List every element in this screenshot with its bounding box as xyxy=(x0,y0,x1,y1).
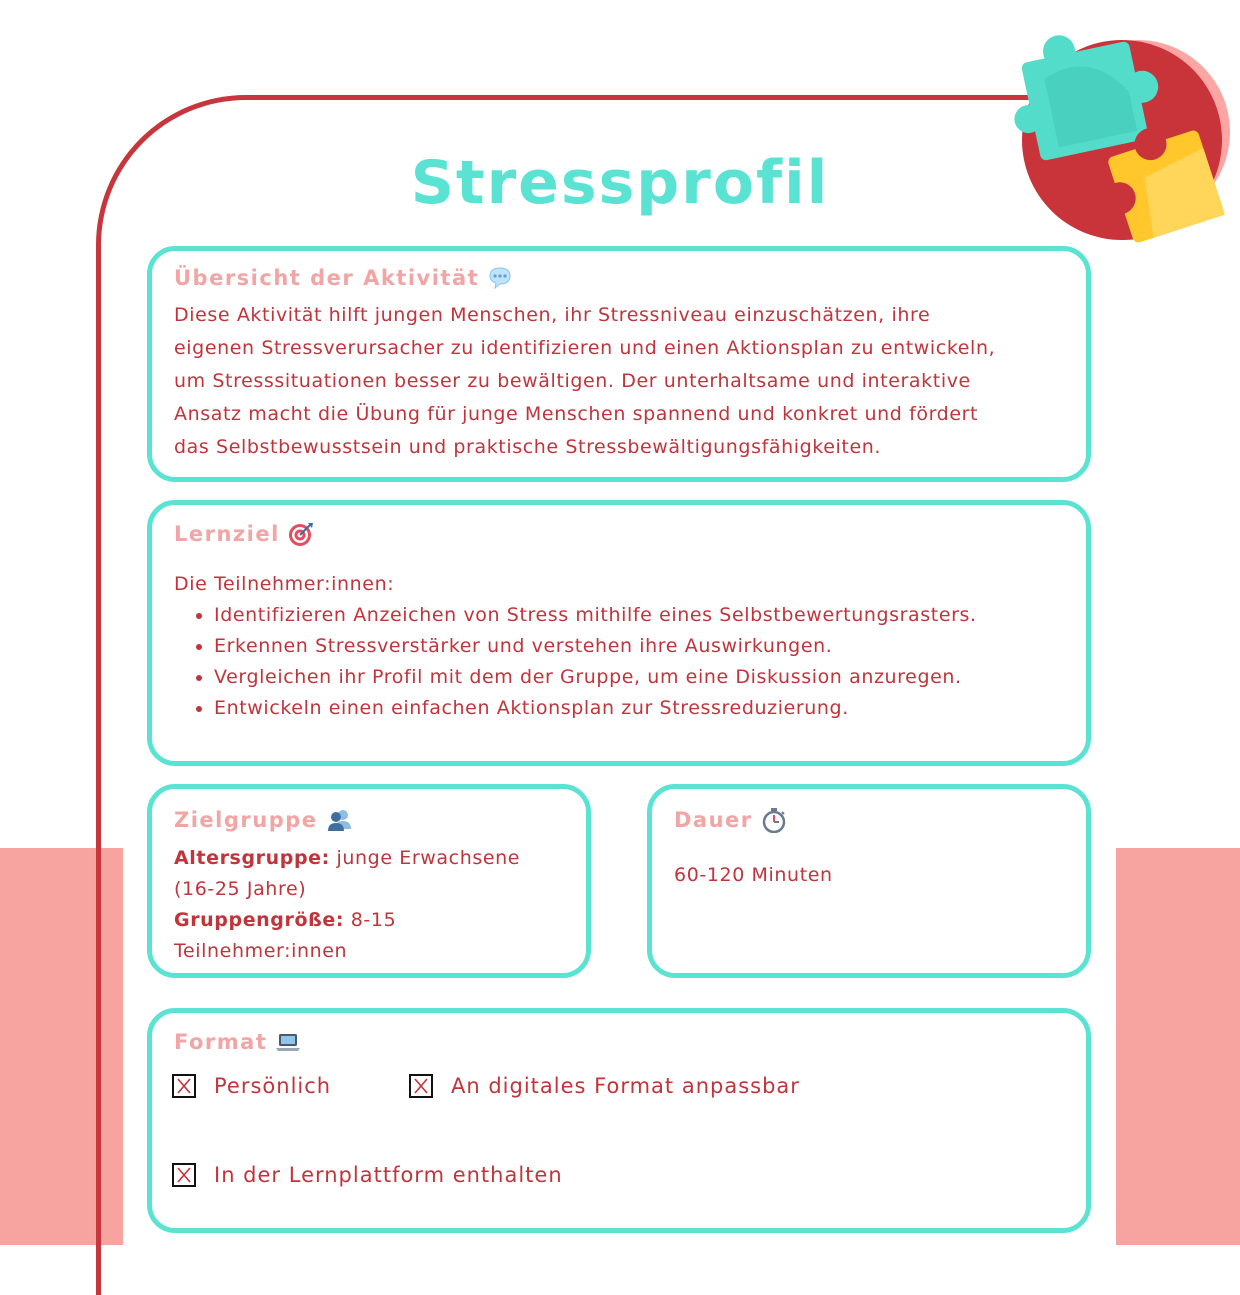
duration-value: 60-120 Minuten xyxy=(674,864,833,886)
format-option-label: An digitales Format anpassbar xyxy=(451,1074,800,1098)
learning-goal-item: • Vergleichen ihr Profil mit dem der Gruppe, um eine Diskussion anzuregen. xyxy=(214,662,1064,693)
duration-card xyxy=(647,784,1091,978)
target-group-heading-row xyxy=(174,807,564,833)
people-icon xyxy=(326,807,352,833)
group-size-unit: Teilnehmer:innen xyxy=(174,940,348,962)
background-pink-right xyxy=(1116,848,1240,1245)
learning-goal-heading-row xyxy=(174,521,1064,547)
overview-line: Ansatz macht die Übung für junge Menschen spannend und konkret und fördert xyxy=(174,403,979,425)
learning-goal-list xyxy=(174,600,1064,724)
format-option-label: Persönlich xyxy=(214,1074,332,1098)
checkbox-in-person[interactable] xyxy=(172,1074,196,1098)
format-option-in-person[interactable] xyxy=(172,1074,331,1098)
learning-goal-item: • Entwickeln einen einfachen Aktionsplan zur Stressreduzierung. xyxy=(214,693,1064,724)
overview-line: das Selbstbewusstsein und praktische Stressbewältigungsfähigkeiten. xyxy=(174,436,882,458)
target-icon xyxy=(288,521,314,547)
format-heading: Format xyxy=(174,1030,268,1054)
duration-heading: Dauer xyxy=(674,808,753,832)
group-size-value: 8-15 xyxy=(350,909,397,931)
overview-heading: Übersicht der Aktivität xyxy=(174,266,480,290)
duration-heading-row xyxy=(674,807,1064,833)
speech-bubble-icon xyxy=(487,265,513,291)
target-group-heading: Zielgruppe xyxy=(174,808,318,832)
overview-line: eigenen Stressverursacher zu identifizieren und einen Aktionsplan zu entwickeln, xyxy=(174,337,996,359)
format-option-label: In der Lernplattform enthalten xyxy=(214,1163,563,1187)
target-group-card xyxy=(147,784,591,978)
checkbox-digital[interactable] xyxy=(409,1074,433,1098)
group-size-label: Gruppengröße: xyxy=(174,909,345,931)
learning-goal-item: • Identifizieren Anzeichen von Stress mithilfe eines Selbstbewertungsrasters. xyxy=(214,600,1064,631)
x-mark-icon xyxy=(174,1076,194,1096)
overview-line: um Stresssituationen besser zu bewältigen. Der unterhaltsame und interaktive xyxy=(174,370,971,392)
learning-goal-heading: Lernziel xyxy=(174,522,280,546)
format-option-platform[interactable] xyxy=(172,1163,563,1187)
format-card xyxy=(147,1008,1091,1233)
stopwatch-icon xyxy=(761,807,787,833)
learning-goal-item: • Erkennen Stressverstärker und verstehen ihre Auswirkungen. xyxy=(214,631,1064,662)
learning-goal-card xyxy=(147,500,1091,766)
learning-goal-intro: Die Teilnehmer:innen: xyxy=(174,573,395,595)
overview-heading-row xyxy=(174,265,1064,291)
overview-card xyxy=(147,246,1091,482)
page-title: Stressprofil xyxy=(410,148,830,218)
x-mark-icon xyxy=(174,1165,194,1185)
age-group-value: junge Erwachsene xyxy=(336,847,521,869)
age-group-range: (16-25 Jahre) xyxy=(174,878,307,900)
x-mark-icon xyxy=(411,1076,431,1096)
overview-line: Diese Aktivität hilft jungen Menschen, ihr Stressniveau einzuschätzen, ihre xyxy=(174,304,931,326)
format-option-digital[interactable] xyxy=(409,1074,800,1098)
overview-text xyxy=(174,299,1064,464)
format-heading-row xyxy=(174,1029,1064,1055)
checkbox-platform[interactable] xyxy=(172,1163,196,1187)
age-group-label: Altersgruppe: xyxy=(174,847,330,869)
target-group-text xyxy=(174,843,564,967)
laptop-icon xyxy=(275,1029,301,1055)
